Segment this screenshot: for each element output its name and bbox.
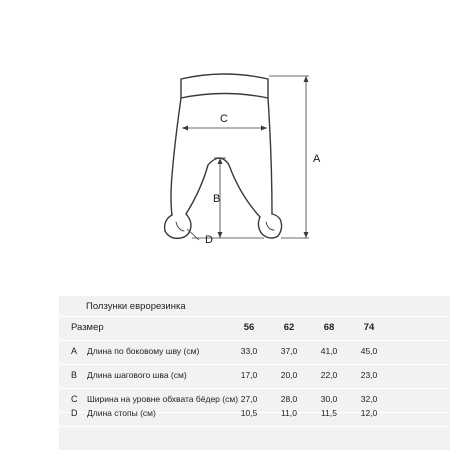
- row-value: 30,0: [320, 394, 338, 404]
- row-value: 22,0: [320, 370, 338, 380]
- row-label: Длина по боковому шву (см): [87, 346, 200, 356]
- row-letter: C: [71, 394, 78, 404]
- label-a: A: [313, 153, 321, 165]
- row-label: Длина шагового шва (см): [87, 370, 187, 380]
- row-value: 33,0: [240, 346, 258, 356]
- row-value: 32,0: [360, 394, 378, 404]
- table-divider: [59, 340, 450, 341]
- size-68: 68: [323, 322, 335, 333]
- row-letter: A: [71, 346, 78, 356]
- row-value: 11,0: [281, 408, 297, 418]
- row-value: 28,0: [280, 394, 298, 404]
- label-b: B: [213, 193, 221, 205]
- size-56: 56: [243, 322, 255, 333]
- table-row: [59, 404, 450, 428]
- size-74: 74: [363, 322, 375, 333]
- row-label: Ширина на уровне обхвата бёдер (см): [87, 394, 239, 404]
- row-value: 27,0: [240, 394, 258, 404]
- row-value: 41,0: [320, 346, 338, 356]
- table-divider: [59, 426, 450, 427]
- table-row: [59, 366, 450, 390]
- table-header-row: [59, 318, 450, 342]
- size-62: 62: [283, 322, 295, 333]
- row-value: 12,0: [360, 408, 378, 418]
- table-row: [59, 342, 450, 366]
- table-divider: [59, 364, 450, 365]
- row-label: Длина стопы (см): [87, 408, 156, 418]
- row-value: 11,5: [321, 408, 337, 418]
- label-c: C: [220, 113, 228, 125]
- row-value: 20,0: [280, 370, 298, 380]
- size-table: [59, 296, 450, 450]
- row-letter: B: [71, 370, 78, 380]
- waistband-outline: [181, 74, 268, 98]
- row-value: 37,0: [280, 346, 298, 356]
- row-letter: D: [71, 408, 78, 418]
- label-d: D: [205, 234, 213, 246]
- row-value: 23,0: [360, 370, 378, 380]
- row-value: 45,0: [360, 346, 378, 356]
- measurement-lines: [182, 76, 309, 240]
- measurement-arrowheads: [182, 76, 309, 238]
- table-divider: [59, 388, 450, 389]
- table-title: Ползунки еврорезинка: [86, 301, 186, 312]
- table-divider: [59, 316, 450, 317]
- row-value: 10,5: [240, 408, 258, 418]
- row-value: 17,0: [240, 370, 258, 380]
- header-label: Размер: [71, 322, 104, 333]
